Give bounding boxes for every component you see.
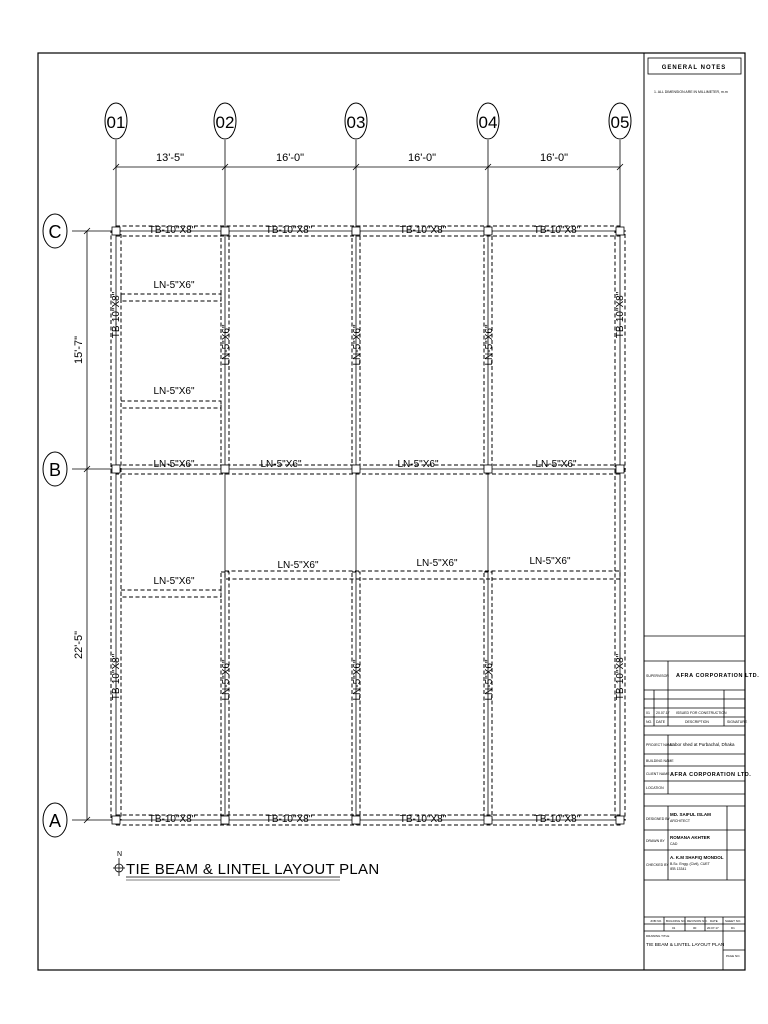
rev-date: 20.07.17 [656,711,670,715]
rev-header-sign: SIGNATURE [727,720,748,724]
beam-label-ln-v2: LN-5"X6" [352,324,363,366]
drawing-title-label: DRAWING TITLE [646,934,670,938]
grid-lines [72,140,626,825]
beam-label-ln-upper-2: LN-5"X6" [153,386,195,397]
svg-text:C: C [48,222,62,242]
project-label: PROJECT NAME [646,743,674,747]
supervisor-label: SUPERVISOR [646,674,669,678]
beam-outlines [111,226,625,825]
beam-label-ln-lower-4: LN-5"X6" [529,556,571,567]
supervisor-value: AFRA CORPORATION LTD. [676,673,760,679]
revision-no-value: 00 [693,926,697,930]
beam-label-tb-c3: TB-10"X8" [399,225,447,236]
client-label: CLIENT NAME [646,772,670,776]
date-label: DATE [710,919,718,923]
designed-role: ARCHITECT [670,819,691,823]
rev-no: 01 [646,711,650,715]
location-label: LOCATION [646,786,664,790]
grid-bubble-01 [105,103,127,139]
plan-title: TIE BEAM & LINTEL LAYOUT PLAN [126,861,380,878]
client-value: AFRA CORPORATION LTD. [670,772,752,778]
svg-text:04: 04 [478,113,498,132]
drawing-title-value: TIE BEAM & LINTEL LAYOUT PLAN [646,943,725,948]
building-no-value: 01 [672,926,676,930]
grid-bubble-B [43,452,67,486]
beam-label-tb-v4: TB-10"X8" [615,653,626,701]
sheet-no-label: SHEET NO. [725,919,742,923]
svg-text:A: A [48,811,62,831]
drawn-name: ROMANA AKHTER [670,835,710,840]
columns [112,227,624,824]
grid-bubble-04 [477,103,499,139]
beam-label-ln-lower-3: LN-5"X6" [416,558,458,569]
column-dim-1: 13'-5" [155,152,185,164]
beam-label-tb-a2: TB-10"X8" [265,814,313,825]
rev-header-date: DATE [656,720,666,724]
general-notes-title: GENERAL NOTES [661,65,727,71]
north-label: N [117,851,123,858]
drawn-label: DRAWN BY [646,839,665,843]
beam-label-tb-c4: TB-10"X8" [533,225,581,236]
general-note-1: 1. ALL DIMENSION ARE IN MILLIMETER, m.m [654,90,728,94]
beam-label-ln-lower-2: LN-5"X6" [277,560,319,571]
rev-desc: ISSUED FOR CONSTRUCTION [676,711,727,715]
beam-label-ln-b3: LN-5"X6" [397,459,439,470]
sheet-border [38,53,745,970]
beam-label-ln-upper-1: LN-5"X6" [153,280,195,291]
north-arrow-icon [113,858,125,876]
grid-bubble-A [43,803,67,837]
beam-label-ln-b4: LN-5"X6" [535,459,577,470]
row-dim-1: 15'-7" [73,335,85,365]
column-dim-4: 16'-0" [539,152,569,164]
beam-label-ln-b2: LN-5"X6" [260,459,302,470]
rev-header-no: NO. [646,720,653,724]
revision-no-label: REVISION NO. [687,919,708,923]
checked-role-2: IEB 13341 [670,867,687,871]
designed-label: DESIGNED BY [646,817,670,821]
column-dim-2: 16'-0" [275,152,305,164]
building-label: BUILDING NAME [646,759,674,763]
beam-label-ln-lower-1: LN-5"X6" [153,576,195,587]
column-dim-3: 16'-0" [407,152,437,164]
page-no-label: PAGE NO. [726,954,741,958]
project-value: Labor shed at Purbachal, Dhaka [670,742,735,747]
beam-label-tb-v1: TB-10"X8" [111,291,122,339]
beam-label-tb-v3: TB-10"X8" [111,653,122,701]
drawn-role: CAD [670,842,678,846]
beam-label-ln-b1: LN-5"X6" [153,459,195,470]
beam-label-tb-a1: TB-10"X8" [148,814,196,825]
beam-label-tb-a3: TB-10"X8" [399,814,447,825]
row-dim-2: 22'-5" [73,630,85,660]
date-value: 20.07.17 [707,926,719,930]
svg-text:01: 01 [106,113,126,132]
job-label: JOB NO. [650,919,663,923]
checked-label: CHECKED BY [646,863,669,867]
svg-text:02: 02 [215,113,235,132]
svg-text:B: B [48,460,62,480]
title-block [644,58,759,970]
column-dimension-line [113,164,623,170]
grid-bubble-C [43,214,67,248]
beam-label-tb-c1: TB-10"X8" [148,225,196,236]
sheet-no-value: D1 [731,926,735,930]
row-dimension-line [84,228,90,823]
beam-label-tb-a4: TB-10"X8" [533,814,581,825]
beam-label-ln-v5: LN-5"X6" [352,659,363,701]
beam-label-tb-v2: TB-10"X8" [615,291,626,339]
svg-text:05: 05 [610,113,630,132]
beam-label-tb-c2: TB-10"X8" [265,225,313,236]
beam-label-ln-v6: LN-5"X6" [484,659,495,701]
grid-bubble-03 [345,103,367,139]
designed-name: MD. SAIFUL ISLAM [670,812,711,817]
beam-label-ln-v3: LN-5"X6" [484,324,495,366]
checked-name: A. K.M SHAFIQ MONDOL [670,855,724,860]
beam-label-ln-v1: LN-5"X6" [221,324,232,366]
building-no-label: BUILDING NO. [666,919,687,923]
rev-header-desc: DESCRIPTION [685,720,709,724]
grid-bubble-05 [609,103,631,139]
beam-label-ln-v4: LN-5"X6" [221,659,232,701]
svg-text:03: 03 [346,113,366,132]
grid-bubble-02 [214,103,236,139]
checked-role-1: B.Sc. Engg. (Civil), CUET [670,862,710,866]
